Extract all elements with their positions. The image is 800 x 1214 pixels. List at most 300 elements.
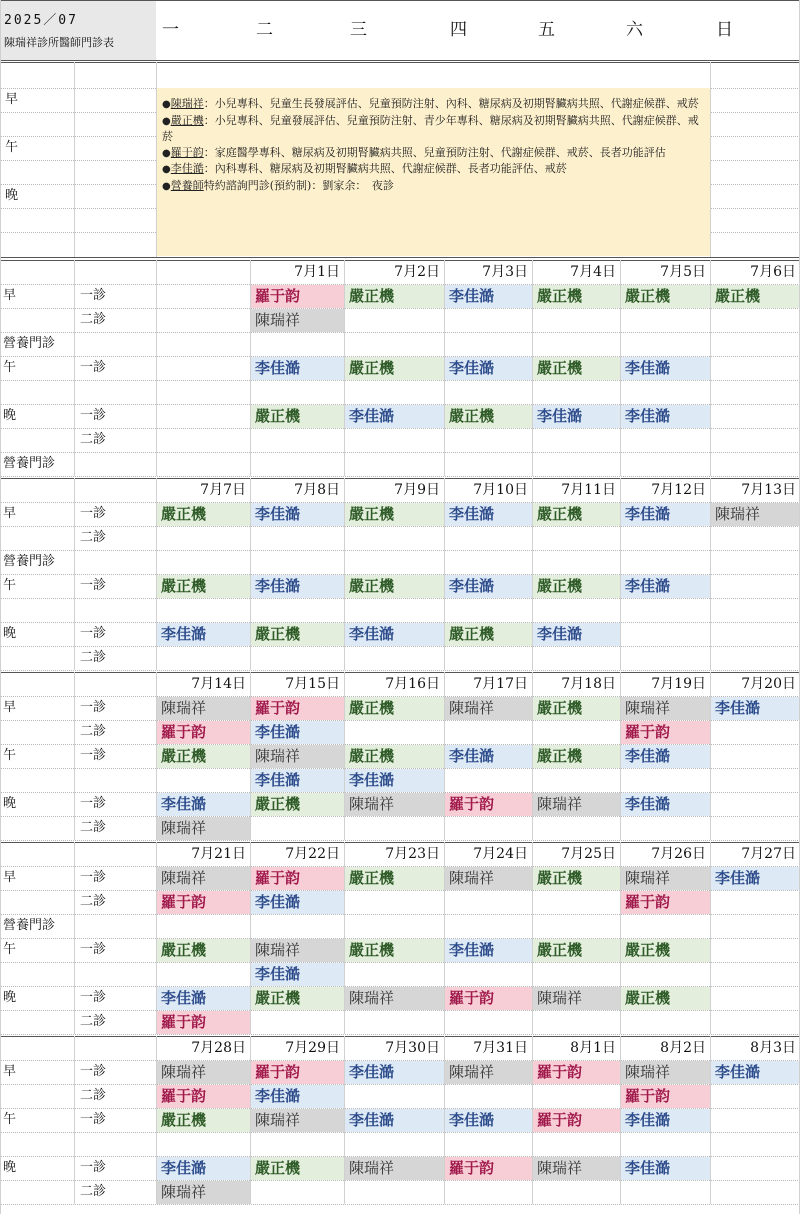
doctor-shift-cell[interactable]: 羅于韵 [157, 891, 250, 914]
date-header: 7月9日 [394, 482, 440, 498]
empty-shift-cell [621, 333, 710, 356]
empty-shift-cell [157, 551, 250, 574]
empty-shift-cell [533, 429, 620, 452]
doctor-shift-cell[interactable]: 李佳澔 [621, 575, 710, 598]
doctor-shift-cell[interactable]: 陳瑞祥 [711, 503, 800, 526]
slot-label: 午 [3, 942, 17, 957]
notice-slot-label: 午 [5, 140, 19, 155]
column-divider [710, 62, 711, 257]
doctor-specialty: ：小兒專科、兒童發展評估、兒童預防注射、青少年專科、糖尿病及初期腎臟病共照、代謝症候群、戒菸 [162, 113, 699, 144]
empty-shift-cell [711, 1133, 800, 1156]
doctor-shift-cell[interactable]: 嚴正機 [533, 575, 620, 598]
doctor-shift-cell[interactable]: 陳瑞祥 [533, 987, 620, 1010]
empty-shift-cell [711, 453, 800, 476]
weekday-header: 日 [716, 20, 733, 40]
doctor-shift-cell[interactable]: 李佳澔 [445, 745, 532, 768]
doctor-shift-cell[interactable]: 李佳澔 [445, 285, 532, 308]
clinic-room-label: 一診 [80, 408, 107, 423]
empty-shift-cell [157, 915, 250, 938]
slot-label: 早 [3, 506, 17, 521]
doctor-shift-cell[interactable]: 羅于韵 [533, 1061, 620, 1084]
doctor-shift-cell[interactable]: 李佳澔 [157, 793, 250, 816]
empty-shift-cell [533, 721, 620, 744]
empty-shift-cell [445, 721, 532, 744]
doctor-shift-cell[interactable]: 陳瑞祥 [157, 697, 250, 720]
empty-shift-cell [445, 453, 532, 476]
doctor-shift-cell[interactable]: 陳瑞祥 [157, 817, 250, 840]
date-header: 7月18日 [561, 676, 616, 692]
empty-shift-cell [251, 647, 344, 670]
doctor-shift-cell[interactable]: 李佳澔 [345, 769, 444, 792]
doctor-shift-cell[interactable]: 陳瑞祥 [445, 1061, 532, 1084]
doctor-shift-cell[interactable]: 李佳澔 [445, 1109, 532, 1132]
doctor-shift-cell[interactable]: 嚴正機 [157, 1109, 250, 1132]
clinic-room-label: 二診 [80, 1014, 107, 1029]
doctor-shift-cell[interactable]: 陳瑞祥 [157, 867, 250, 890]
empty-shift-cell [251, 817, 344, 840]
doctor-shift-cell[interactable]: 嚴正機 [345, 503, 444, 526]
column-divider [620, 842, 621, 1034]
doctor-shift-cell[interactable]: 陳瑞祥 [345, 987, 444, 1010]
empty-shift-cell [621, 1133, 710, 1156]
empty-shift-cell [345, 1085, 444, 1108]
slot-label: 晚 [3, 408, 17, 423]
column-divider [344, 842, 345, 1034]
empty-shift-cell [711, 721, 800, 744]
doctor-shift-cell[interactable]: 陳瑞祥 [251, 939, 344, 962]
doctor-shift-cell[interactable]: 嚴正機 [157, 939, 250, 962]
clinic-room-label: 二診 [80, 1088, 107, 1103]
column-divider [156, 672, 157, 840]
empty-shift-cell [345, 647, 444, 670]
doctor-shift-cell[interactable]: 嚴正機 [533, 867, 620, 890]
doctor-shift-cell[interactable]: 嚴正機 [533, 745, 620, 768]
empty-shift-cell [621, 623, 710, 646]
doctor-shift-cell[interactable]: 嚴正機 [251, 793, 344, 816]
doctor-shift-cell[interactable]: 嚴正機 [345, 357, 444, 380]
doctor-shift-cell[interactable]: 李佳澔 [345, 405, 444, 428]
doctor-specialty: ：內科專科、糖尿病及初期腎臟病共照、代謝症候群、長者功能評估、戒菸 [203, 162, 567, 176]
clinic-room-label [74, 962, 156, 986]
doctor-shift-cell[interactable]: 陳瑞祥 [251, 745, 344, 768]
empty-shift-cell [251, 453, 344, 476]
notice-slot-label: 早 [5, 92, 19, 107]
empty-shift-cell [157, 309, 250, 332]
column-divider [620, 260, 621, 476]
column-divider [344, 1036, 345, 1204]
doctor-shift-cell[interactable]: 陳瑞祥 [157, 1061, 250, 1084]
doctor-shift-cell[interactable]: 李佳澔 [711, 1061, 800, 1084]
date-header: 7月15日 [285, 676, 340, 692]
year-month-label: 2025／07 [4, 13, 78, 28]
empty-shift-cell [711, 1085, 800, 1108]
doctor-shift-cell[interactable]: 羅于韵 [445, 793, 532, 816]
date-header: 7月3日 [482, 264, 528, 280]
doctor-shift-cell[interactable]: 羅于韵 [251, 285, 344, 308]
date-header: 7月11日 [561, 482, 616, 498]
column-divider [532, 478, 533, 670]
doctor-shift-cell[interactable]: 陳瑞祥 [345, 793, 444, 816]
empty-shift-cell [445, 599, 532, 622]
slot-label: 午 [3, 1112, 17, 1127]
empty-shift-cell [711, 623, 800, 646]
row-divider [0, 257, 800, 258]
doctor-shift-cell[interactable]: 李佳澔 [621, 745, 710, 768]
weekday-header: 一 [162, 20, 179, 40]
empty-shift-cell [345, 891, 444, 914]
doctor-shift-cell[interactable]: 李佳澔 [445, 503, 532, 526]
empty-shift-cell [711, 429, 800, 452]
empty-shift-cell [621, 381, 710, 404]
row-divider [0, 1204, 800, 1205]
empty-shift-cell [445, 769, 532, 792]
empty-shift-cell [251, 381, 344, 404]
doctor-shift-cell[interactable]: 李佳澔 [621, 1157, 710, 1180]
doctor-shift-cell[interactable]: 李佳澔 [251, 891, 344, 914]
column-divider [156, 478, 157, 670]
doctor-shift-cell[interactable]: 陳瑞祥 [621, 867, 710, 890]
empty-shift-cell [445, 891, 532, 914]
doctor-shift-cell[interactable]: 嚴正機 [533, 357, 620, 380]
column-divider [250, 842, 251, 1034]
date-header: 7月22日 [285, 846, 340, 862]
clinic-room-label: 二診 [80, 724, 107, 739]
empty-shift-cell [445, 309, 532, 332]
empty-shift-cell [711, 987, 800, 1010]
doctor-shift-cell[interactable]: 陳瑞祥 [445, 867, 532, 890]
row-divider [0, 62, 800, 63]
clinic-room-label: 一診 [80, 870, 107, 885]
doctor-shift-cell[interactable]: 嚴正機 [157, 503, 250, 526]
clinic-room-label [74, 598, 156, 622]
doctor-shift-cell[interactable]: 嚴正機 [533, 697, 620, 720]
doctor-shift-cell[interactable]: 嚴正機 [157, 575, 250, 598]
column-divider [250, 478, 251, 670]
empty-shift-cell [345, 1181, 444, 1204]
column-divider [74, 842, 75, 1034]
doctor-shift-cell[interactable]: 李佳澔 [533, 623, 620, 646]
doctor-shift-cell[interactable]: 嚴正機 [621, 987, 710, 1010]
doctor-shift-cell[interactable]: 李佳澔 [711, 867, 800, 890]
column-divider [156, 842, 157, 1034]
empty-shift-cell [711, 915, 800, 938]
empty-shift-cell [251, 599, 344, 622]
empty-shift-cell [157, 599, 250, 622]
doctor-shift-cell[interactable]: 陳瑞祥 [621, 1061, 710, 1084]
doctor-shift-cell[interactable]: 陳瑞祥 [251, 309, 344, 332]
slot-label: 晚 [3, 626, 17, 641]
doctor-shift-cell[interactable]: 嚴正機 [157, 745, 250, 768]
column-divider [156, 1036, 157, 1204]
doctor-shift-cell[interactable]: 嚴正機 [621, 939, 710, 962]
doctor-shift-cell[interactable]: 李佳澔 [157, 987, 250, 1010]
notice-slot-label: 晚 [5, 188, 19, 203]
date-header: 7月25日 [561, 846, 616, 862]
column-divider [444, 672, 445, 840]
doctor-shift-cell[interactable]: 嚴正機 [345, 697, 444, 720]
column-divider [620, 1036, 621, 1204]
slot-label: 早 [3, 870, 17, 885]
doctor-shift-cell[interactable]: 李佳澔 [445, 357, 532, 380]
doctor-shift-cell[interactable]: 陳瑞祥 [251, 1109, 344, 1132]
row-divider [0, 0, 800, 1]
slot-label: 晚 [3, 1160, 17, 1175]
slot-label [0, 598, 74, 622]
doctor-name: 嚴正機 [170, 113, 204, 127]
row-divider [0, 670, 800, 671]
empty-shift-cell [533, 309, 620, 332]
empty-shift-cell [621, 429, 710, 452]
doctor-shift-cell[interactable]: 羅于韵 [251, 867, 344, 890]
date-header: 7月31日 [473, 1040, 528, 1056]
weekday-header: 五 [538, 20, 555, 40]
doctor-name: 陳瑞祥 [170, 97, 204, 110]
doctor-shift-cell[interactable]: 嚴正機 [345, 939, 444, 962]
doctor-shift-cell[interactable]: 嚴正機 [251, 987, 344, 1010]
column-divider [444, 260, 445, 476]
empty-shift-cell [533, 1133, 620, 1156]
empty-shift-cell [711, 817, 800, 840]
doctor-shift-cell[interactable]: 李佳澔 [621, 357, 710, 380]
column-divider [344, 478, 345, 670]
slot-label [0, 646, 74, 670]
doctor-shift-cell[interactable]: 嚴正機 [345, 285, 444, 308]
date-header: 7月5日 [660, 264, 706, 280]
slot-label [0, 308, 74, 332]
slot-label [0, 962, 74, 986]
doctor-specialty: 特約諮詢門診(預約制)：劉家余： 夜診 [203, 178, 394, 192]
column-divider [250, 672, 251, 840]
clinic-room-label: 一診 [80, 626, 107, 641]
doctor-shift-cell[interactable]: 嚴正機 [345, 867, 444, 890]
doctor-shift-cell[interactable]: 陳瑞祥 [533, 1157, 620, 1180]
doctor-shift-cell[interactable]: 羅于韵 [157, 721, 250, 744]
column-divider [710, 842, 711, 1034]
doctor-shift-cell[interactable]: 嚴正機 [251, 1157, 344, 1180]
column-divider [532, 1036, 533, 1204]
doctor-shift-cell[interactable]: 李佳澔 [533, 405, 620, 428]
doctor-shift-cell[interactable]: 陳瑞祥 [345, 1157, 444, 1180]
doctor-shift-cell[interactable]: 嚴正機 [621, 285, 710, 308]
weekday-header: 二 [256, 20, 273, 40]
empty-shift-cell [157, 769, 250, 792]
slot-label [0, 720, 74, 744]
clinic-room-label [74, 1132, 156, 1156]
date-header: 7月30日 [385, 1040, 440, 1056]
clinic-room-label: 一診 [80, 942, 107, 957]
doctor-shift-cell[interactable]: 嚴正機 [251, 623, 344, 646]
empty-shift-cell [621, 309, 710, 332]
doctor-shift-cell[interactable]: 李佳澔 [251, 357, 344, 380]
column-divider [74, 478, 75, 670]
doctor-shift-cell[interactable]: 李佳澔 [711, 697, 800, 720]
doctor-shift-cell[interactable]: 嚴正機 [533, 285, 620, 308]
empty-shift-cell [345, 453, 444, 476]
clinic-room-label: 一診 [80, 990, 107, 1005]
empty-shift-cell [445, 963, 532, 986]
empty-shift-cell [445, 1133, 532, 1156]
date-header: 7月1日 [294, 264, 340, 280]
date-header: 7月21日 [191, 846, 246, 862]
slot-label: 午 [3, 360, 17, 375]
doctor-shift-cell[interactable]: 嚴正機 [251, 405, 344, 428]
empty-shift-cell [711, 405, 800, 428]
doctor-shift-cell[interactable]: 李佳澔 [445, 575, 532, 598]
doctor-specialty: ：小兒專科、兒童生長發展評估、兒童預防注射、內科、糖尿病及初期腎臟病共照、代謝症候群、戒菸 [203, 97, 699, 110]
clinic-room-label: 一診 [80, 796, 107, 811]
column-divider [344, 672, 345, 840]
slot-label [0, 526, 74, 550]
weekday-header: 三 [350, 20, 367, 40]
empty-shift-cell [445, 817, 532, 840]
clinic-room-label [74, 380, 156, 404]
empty-shift-cell [345, 381, 444, 404]
doctor-info-line [162, 145, 704, 162]
date-header: 7月14日 [191, 676, 246, 692]
doctor-shift-cell[interactable]: 羅于韵 [621, 721, 710, 744]
slot-label [0, 1084, 74, 1108]
doctor-shift-cell[interactable]: 李佳澔 [621, 405, 710, 428]
date-header: 8月3日 [750, 1040, 796, 1056]
doctor-shift-cell[interactable]: 嚴正機 [533, 939, 620, 962]
date-header: 7月2日 [394, 264, 440, 280]
clinic-room-label [74, 332, 156, 356]
bullet-icon: ● [162, 115, 171, 127]
empty-shift-cell [621, 915, 710, 938]
doctor-shift-cell[interactable]: 李佳澔 [621, 1109, 710, 1132]
empty-shift-cell [711, 309, 800, 332]
doctor-shift-cell[interactable]: 李佳澔 [251, 769, 344, 792]
clinic-room-label: 二診 [80, 1184, 107, 1199]
doctor-shift-cell[interactable]: 陳瑞祥 [621, 697, 710, 720]
slot-label: 午 [3, 748, 17, 763]
doctor-shift-cell[interactable]: 嚴正機 [345, 745, 444, 768]
date-header: 7月6日 [750, 264, 796, 280]
doctor-shift-cell[interactable]: 李佳澔 [251, 503, 344, 526]
doctor-shift-cell[interactable]: 嚴正機 [533, 503, 620, 526]
doctor-shift-cell[interactable]: 李佳澔 [621, 503, 710, 526]
doctor-shift-cell[interactable]: 羅于韵 [157, 1011, 250, 1034]
empty-shift-cell [711, 1109, 800, 1132]
doctor-shift-cell[interactable]: 陳瑞祥 [157, 1181, 250, 1204]
empty-shift-cell [445, 1085, 532, 1108]
empty-shift-cell [157, 527, 250, 550]
empty-shift-cell [621, 1011, 710, 1034]
empty-shift-cell [445, 381, 532, 404]
empty-shift-cell [711, 575, 800, 598]
clinic-room-label: 二診 [80, 312, 107, 327]
doctor-shift-cell[interactable]: 羅于韵 [445, 1157, 532, 1180]
empty-shift-cell [445, 1011, 532, 1034]
column-divider [710, 1036, 711, 1204]
empty-shift-cell [711, 793, 800, 816]
doctor-shift-cell[interactable]: 嚴正機 [345, 575, 444, 598]
doctor-shift-cell[interactable]: 嚴正機 [445, 623, 532, 646]
doctor-shift-cell[interactable]: 羅于韵 [251, 697, 344, 720]
doctor-shift-cell[interactable]: 羅于韵 [621, 891, 710, 914]
empty-shift-cell [711, 1157, 800, 1180]
doctor-shift-cell[interactable]: 李佳澔 [251, 1085, 344, 1108]
empty-shift-cell [251, 1181, 344, 1204]
empty-shift-cell [621, 453, 710, 476]
doctor-shift-cell[interactable]: 李佳澔 [621, 793, 710, 816]
column-divider [710, 260, 711, 476]
empty-shift-cell [533, 891, 620, 914]
empty-shift-cell [345, 309, 444, 332]
doctor-shift-cell[interactable]: 李佳澔 [157, 623, 250, 646]
row-divider [0, 1034, 800, 1035]
empty-shift-cell [621, 963, 710, 986]
empty-shift-cell [711, 551, 800, 574]
doctor-shift-cell[interactable]: 羅于韵 [251, 1061, 344, 1084]
doctor-shift-cell[interactable]: 李佳澔 [251, 575, 344, 598]
weekday-header: 六 [626, 20, 643, 40]
empty-shift-cell [533, 1085, 620, 1108]
empty-shift-cell [445, 915, 532, 938]
empty-shift-cell [251, 527, 344, 550]
doctor-info-notice [156, 88, 710, 256]
doctor-shift-cell[interactable]: 羅于韵 [621, 1085, 710, 1108]
clinic-room-label: 一診 [80, 1112, 107, 1127]
bullet-icon: ● [162, 164, 171, 176]
slot-label: 晚 [3, 990, 17, 1005]
doctor-shift-cell[interactable]: 李佳澔 [251, 721, 344, 744]
doctor-shift-cell[interactable]: 羅于韵 [445, 987, 532, 1010]
doctor-shift-cell[interactable]: 李佳澔 [251, 963, 344, 986]
empty-shift-cell [345, 963, 444, 986]
slot-label [0, 816, 74, 840]
doctor-shift-cell[interactable]: 陳瑞祥 [445, 697, 532, 720]
empty-shift-cell [533, 333, 620, 356]
empty-shift-cell [533, 381, 620, 404]
empty-shift-cell [345, 915, 444, 938]
clinic-room-label: 一診 [80, 1064, 107, 1079]
empty-shift-cell [157, 647, 250, 670]
doctor-shift-cell[interactable]: 李佳澔 [157, 1157, 250, 1180]
column-divider [444, 1036, 445, 1204]
column-divider [710, 478, 711, 670]
doctor-shift-cell[interactable]: 李佳澔 [345, 1109, 444, 1132]
doctor-shift-cell[interactable]: 李佳澔 [345, 623, 444, 646]
clinic-room-label [74, 914, 156, 938]
empty-shift-cell [251, 915, 344, 938]
doctor-name: 營養師 [170, 178, 204, 192]
doctor-shift-cell[interactable]: 李佳澔 [445, 939, 532, 962]
doctor-shift-cell[interactable]: 陳瑞祥 [533, 793, 620, 816]
empty-shift-cell [345, 429, 444, 452]
empty-shift-cell [157, 333, 250, 356]
date-header [156, 260, 250, 284]
empty-shift-cell [445, 1181, 532, 1204]
empty-shift-cell [157, 429, 250, 452]
slot-label: 早 [3, 1064, 17, 1079]
doctor-shift-cell[interactable]: 羅于韵 [157, 1085, 250, 1108]
empty-shift-cell [157, 405, 250, 428]
empty-shift-cell [533, 599, 620, 622]
doctor-shift-cell[interactable]: 嚴正機 [711, 285, 800, 308]
doctor-shift-cell[interactable]: 羅于韵 [533, 1109, 620, 1132]
bullet-icon: ● [162, 99, 171, 110]
doctor-info-line [162, 161, 704, 178]
slot-label: 午 [3, 578, 17, 593]
empty-shift-cell [711, 1181, 800, 1204]
clinic-room-label: 一診 [80, 578, 107, 593]
doctor-shift-cell[interactable]: 嚴正機 [445, 405, 532, 428]
slot-label [0, 1132, 74, 1156]
empty-shift-cell [345, 1011, 444, 1034]
empty-shift-cell [345, 721, 444, 744]
doctor-shift-cell[interactable]: 李佳澔 [345, 1061, 444, 1084]
